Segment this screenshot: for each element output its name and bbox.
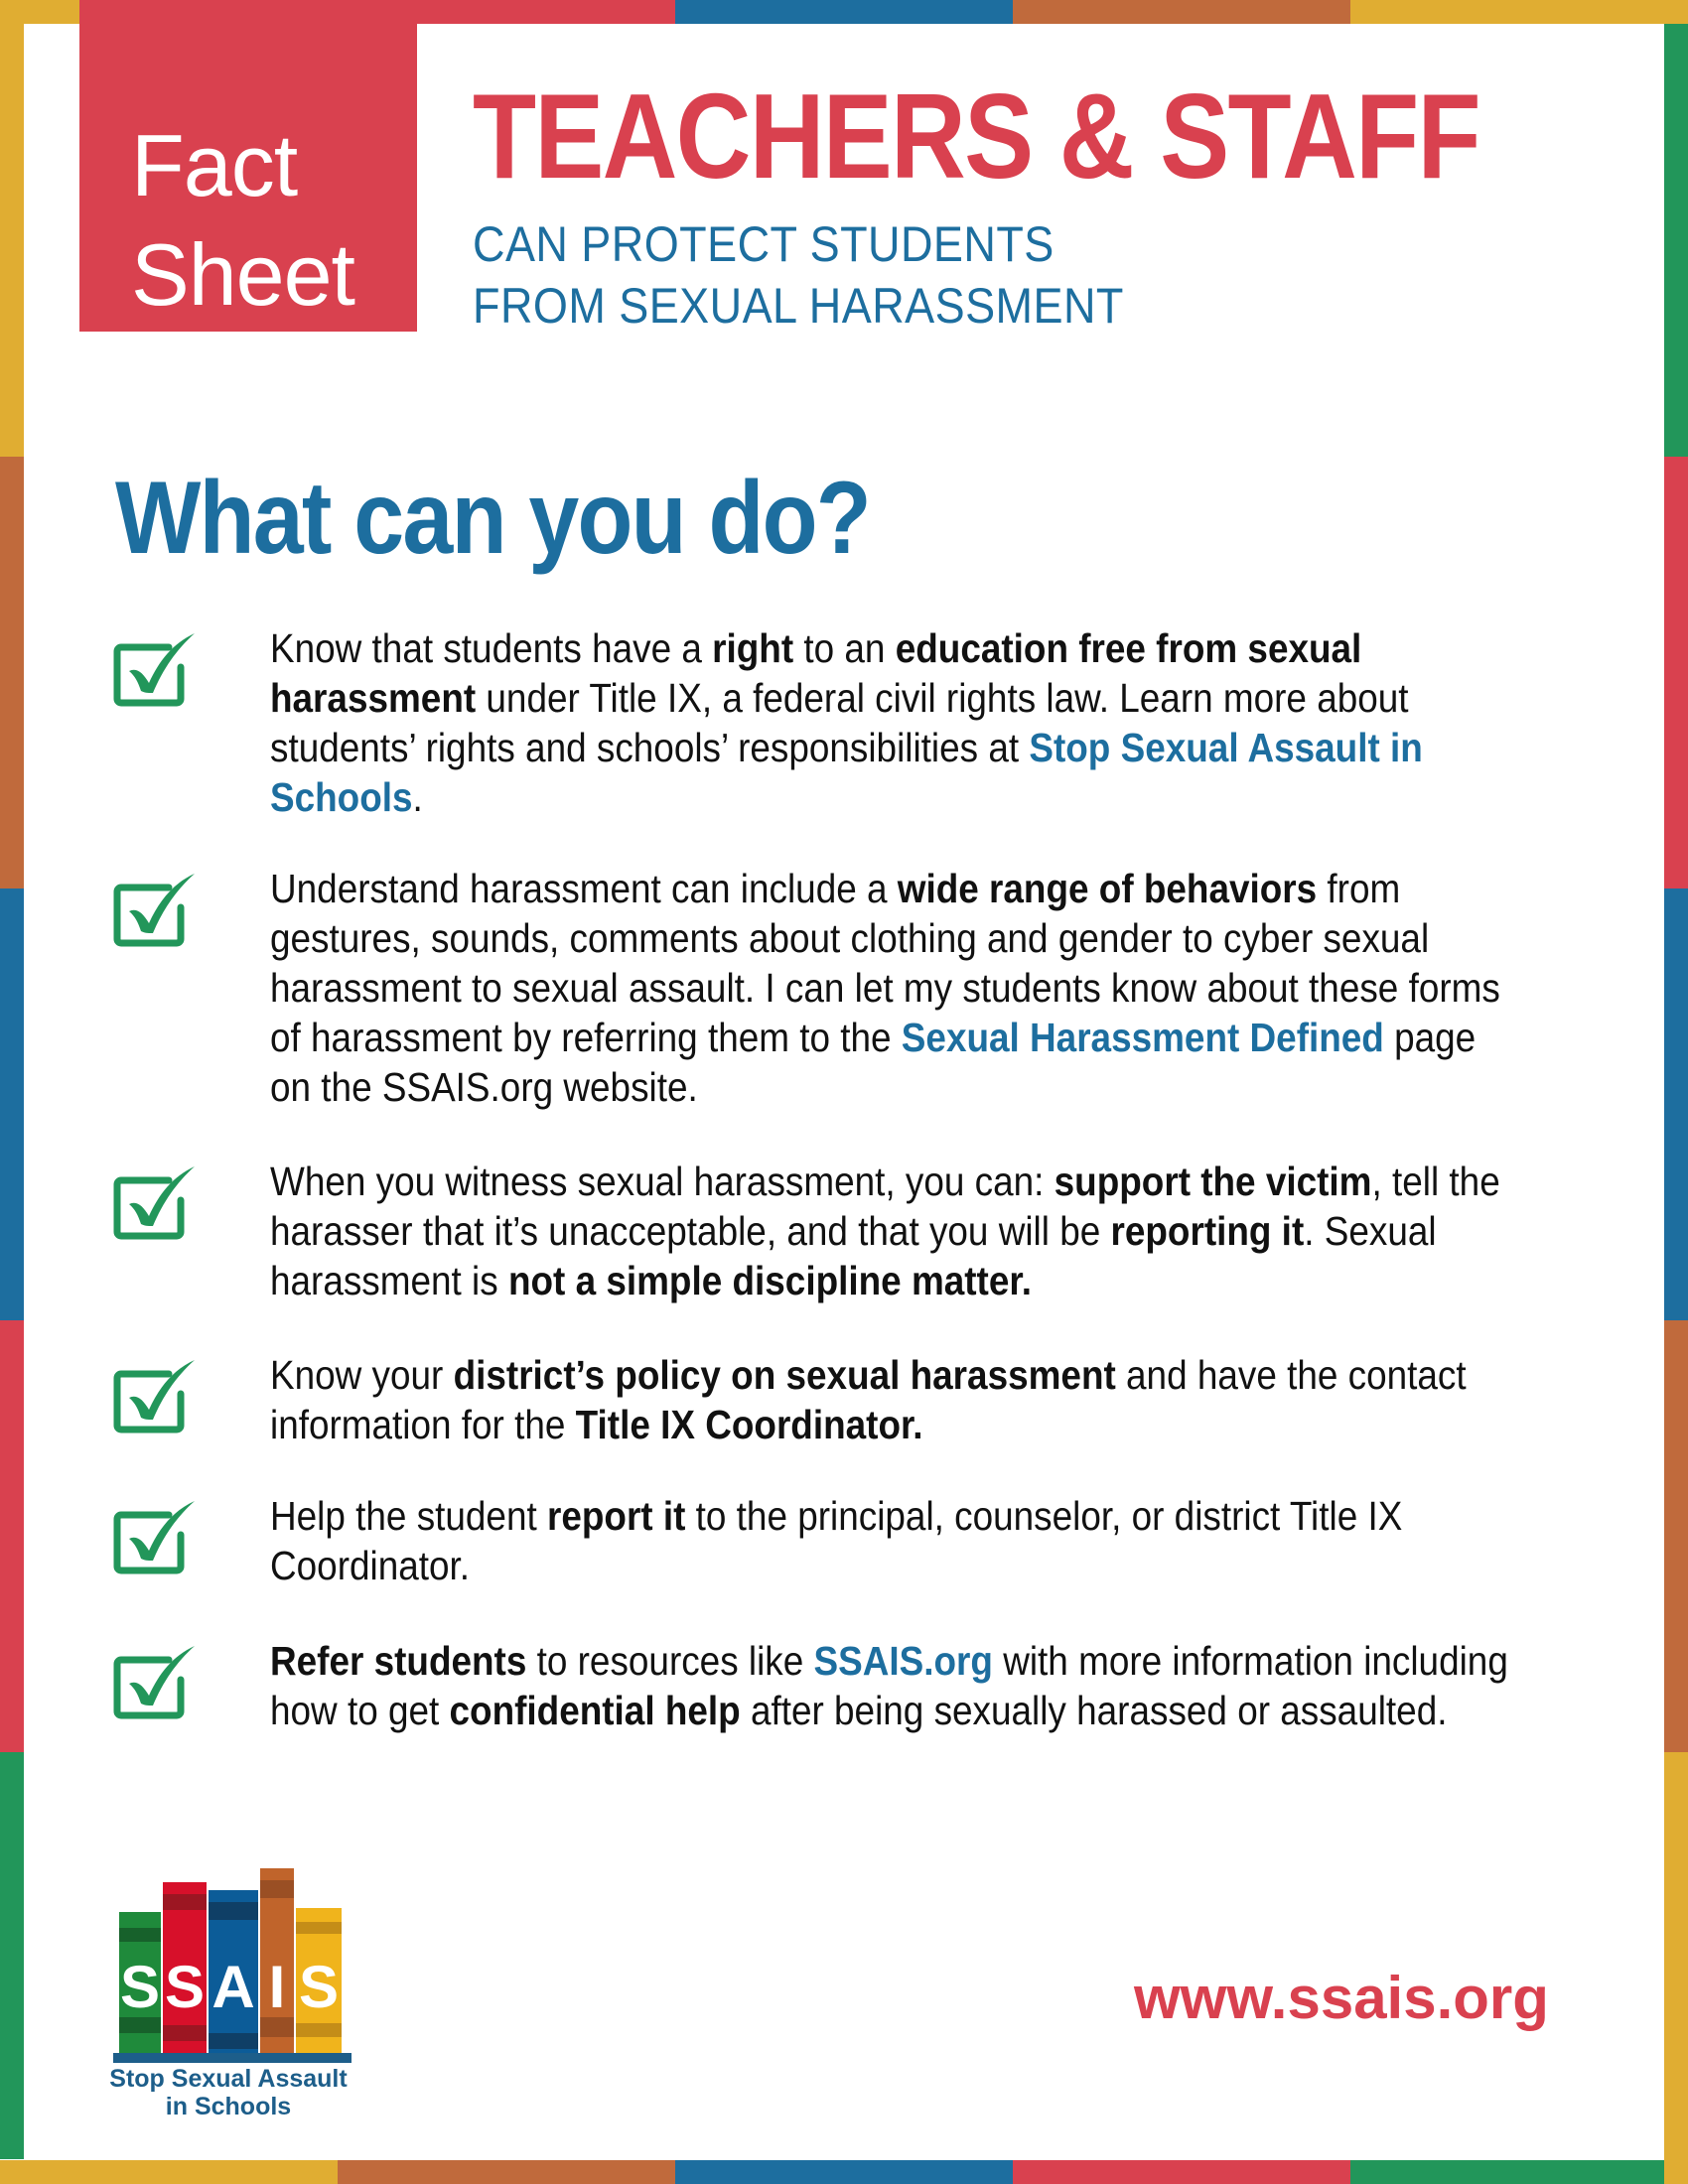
logo-caption-line-2: in Schools [165,2093,292,2120]
body-text: Know that students have a [270,625,713,671]
subtitle-line-2: FROM SEXUAL HARASSMENT [473,278,1124,334]
checkbox-checked-icon [111,1495,197,1576]
section-heading: What can you do? [115,461,870,576]
emphasis-text: report it [546,1493,686,1539]
border-right-green [1664,24,1688,457]
border-top-red [79,0,675,24]
body-text: , tell the harasser that it’s unacceptable, and that you will be [270,1159,1500,1254]
page-subtitle [473,213,1124,337]
emphasis-text: right [712,625,794,671]
checkbox-checked-icon [111,868,197,949]
border-left-yellow [0,0,24,457]
body-text: When you witness sexual harassment, you can: [270,1159,1055,1204]
emphasis-text: district’s policy on sexual harassment [453,1352,1116,1398]
body-text: . Sexual harassment is [270,1208,1437,1303]
subtitle-line-1: CAN PROTECT STUDENTS [473,216,1055,272]
border-left-red [0,1320,24,1752]
checklist-item-text [270,864,1521,1112]
checkbox-checked-icon [111,1640,197,1721]
ssais-logo [99,1848,357,2120]
checkbox-checked-icon [111,1354,197,1435]
body-text: Know your [270,1352,454,1398]
inline-link[interactable]: Sexual Harassment Defined [901,1015,1384,1060]
body-text: page on the SSAIS.org website. [270,1015,1477,1110]
svg-text:S: S [164,1954,206,2020]
body-text: to an [793,625,896,671]
checklist-item-text [270,1636,1521,1735]
body-text: from gestures, sounds, comments about clothing and gender to cyber sexual harassment to sexual assault. I can let my students know about these forms of harassment by referring them to the [270,866,1500,1060]
body-text: under Title IX, a federal civil rights law. Learn more about students’ rights and schools’ responsibilities at [270,675,1409,770]
border-right-red [1664,457,1688,888]
page-title: TEACHERS & STAFF [473,68,1479,204]
fact-sheet-label [131,111,354,330]
checkbox-checked-icon [111,627,197,709]
logo-caption [99,2065,357,2120]
emphasis-text: not a simple discipline matter. [507,1258,1032,1303]
border-top-yellow-right [1350,0,1688,24]
checklist-item-text [270,1157,1521,1305]
border-left-green [0,1752,24,2159]
border-bottom-orange [338,2160,675,2184]
checklist-item-text [270,1350,1521,1449]
border-right-orange [1664,1320,1688,1752]
border-top-blue [675,0,1013,24]
emphasis-text: support the victim [1054,1159,1372,1204]
border-top-orange [1013,0,1350,24]
border-left-orange [0,457,24,888]
body-text: to the principal, counselor, or district Title IX Coordinator. [270,1493,1403,1588]
border-right-yellow [1664,1752,1688,2184]
logo-caption-line-1: Stop Sexual Assault [109,2065,348,2093]
svg-text:I: I [268,1954,286,2020]
border-bottom-blue [675,2160,1013,2184]
body-text: . [412,774,423,820]
inline-link[interactable]: SSAIS.org [813,1638,993,1684]
svg-text:S: S [298,1954,340,2020]
fact-sheet-badge [79,24,417,332]
body-text: Understand harassment can include a [270,866,898,911]
body-text: Help the student [270,1493,547,1539]
emphasis-text: Refer students [270,1638,527,1684]
inline-link[interactable]: Stop Sexual Assault in Schools [270,725,1423,820]
emphasis-text: confidential help [449,1688,741,1733]
border-bottom-green [1350,2160,1664,2184]
checklist-item-text [270,623,1521,822]
website-link[interactable]: www.ssais.org [1134,1965,1549,2031]
badge-line-1: Fact [131,116,298,214]
emphasis-text: education free from sexual harassment [270,625,1362,721]
border-bottom-red [1013,2160,1350,2184]
border-left-blue [0,888,24,1320]
body-text: and have the contact information for the [270,1352,1467,1447]
emphasis-text: Title IX Coordinator. [575,1402,923,1447]
body-text: with more information including how to get [270,1638,1508,1733]
body-text: to resources like [526,1638,814,1684]
svg-text:A: A [211,1954,255,2020]
checklist-item-text [270,1491,1521,1590]
svg-text:S: S [119,1954,161,2020]
emphasis-text: reporting it [1110,1208,1305,1254]
body-text: after being sexually harassed or assaulted. [740,1688,1448,1733]
emphasis-text: wide range of behaviors [897,866,1318,911]
border-bottom-yellow [0,2160,338,2184]
badge-line-2: Sheet [131,225,354,324]
checkbox-checked-icon [111,1160,197,1242]
border-right-blue [1664,888,1688,1320]
